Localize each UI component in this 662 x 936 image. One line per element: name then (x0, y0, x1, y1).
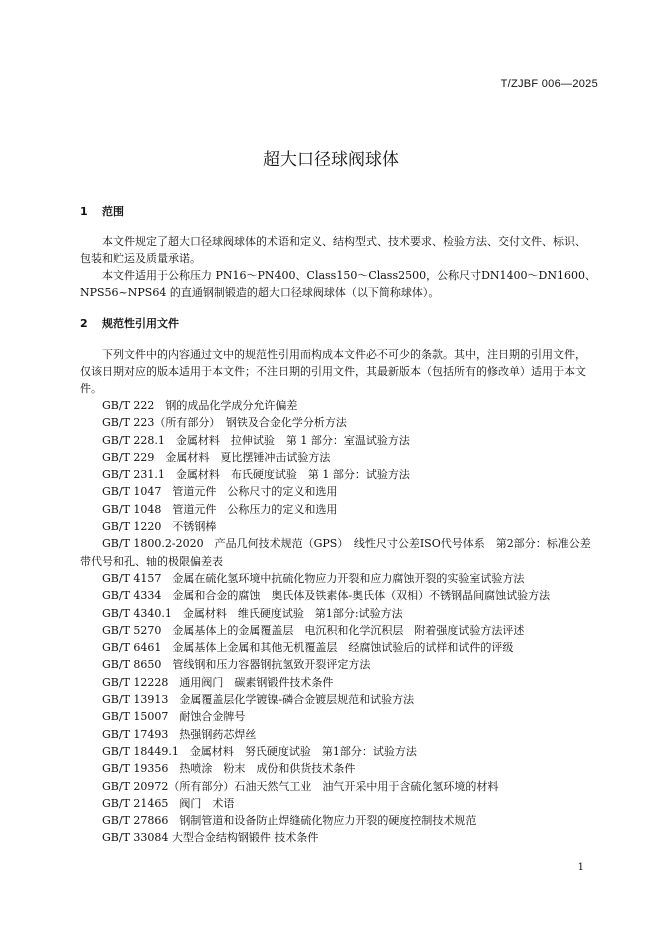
scope-paragraph-2: 本文件适用于公称压力 PN16～PN400、Class150～Class2500，公称尺寸DN1400～DN1600、NPS56~NPS64 的直通钢制锻造的超大口径球阀球体（以下简称球体）。 (80, 269, 596, 299)
standard-code: T/ZJBF 006—2025 (500, 78, 598, 90)
section-number: 1 (80, 205, 88, 218)
reference-item: GB/T 20972（所有部分）石油天然气工业 油气开采中用于含硫化氢环境的材料 (102, 779, 499, 793)
document-title: 超大口径球阀球体 (263, 150, 399, 170)
reference-item: GB/T 21465 阀门 术语 (102, 796, 235, 810)
reference-item: GB/T 4334 金属和合金的腐蚀 奥氏体及铁素体-奥氏体（双相）不锈钢晶间腐蚀试验方法 (102, 589, 551, 603)
references-intro: 下列文件中的内容通过文中的规范性引用而构成本文件必不可少的条款。其中，注日期的引用文件，仅该日期对应的版本适用于本文件；不注日期的引用文件，其最新版本（包括所有的修改单）适用于本文件。 (80, 348, 586, 395)
reference-item: GB/T 19356 热喷涂 粉末 成份和供货技术条件 (102, 762, 356, 776)
reference-item: GB/T 229 金属材料 夏比摆锤冲击试验方法 (102, 450, 331, 464)
reference-item: GB/T 15007 耐蚀合金牌号 (102, 710, 246, 724)
reference-item: GB/T 228.1 金属材料 拉伸试验 第 1 部分：室温试验方法 (102, 433, 410, 447)
reference-item: GB/T 1048 管道元件 公称压力的定义和选用 (102, 502, 338, 516)
reference-item: GB/T 223（所有部分） 钢铁及合金化学分析方法 (102, 416, 347, 430)
reference-item: GB/T 4340.1 金属材料 维氏硬度试验 第1部分:试验方法 (102, 606, 403, 620)
section-number: 2 (80, 317, 88, 330)
section-1-heading (80, 203, 124, 219)
reference-item: GB/T 27866 钢制管道和设备防止焊缝硫化物应力开裂的硬度控制技术规范 (102, 814, 477, 828)
reference-list (80, 397, 596, 847)
reference-item: GB/T 5270 金属基体上的金属覆盖层 电沉积和化学沉积层 附着强度试验方法评述 (102, 623, 525, 637)
section-title: 规范性引用文件 (102, 317, 179, 330)
reference-item: GB/T 4157 金属在硫化氢环境中抗硫化物应力开裂和应力腐蚀开裂的实验室试验方法 (102, 571, 525, 585)
reference-item: GB/T 1047 管道元件 公称尺寸的定义和选用 (102, 485, 338, 499)
scope-paragraph-1: 本文件规定了超大口径球阀球体的术语和定义、结构型式、技术要求、检验方法、交付文件、标识、包装和贮运及质量承诺。 (80, 235, 586, 265)
reference-item: GB/T 12228 通用阀门 碳素钢锻件技术条件 (102, 675, 334, 689)
reference-item: GB/T 8650 管线钢和压力容器钢抗氢致开裂评定方法 (102, 658, 371, 672)
reference-item: GB/T 1220 不锈钢棒 (102, 520, 217, 534)
reference-item: GB/T 17493 热强钢药芯焊丝 (102, 727, 257, 741)
reference-item: GB/T 6461 金属基体上金属和其他无机覆盖层 经腐蚀试验后的试样和试件的评级 (102, 641, 514, 655)
page-number: 1 (577, 862, 584, 873)
reference-item: GB/T 1800.2-2020 产品几何技术规范（GPS） 线性尺寸公差ISO代号体系 第2部分：标准公差带代号和孔、轴的极限偏差表 (80, 537, 591, 568)
reference-item: GB/T 13913 金属覆盖层化学镀镍-磷合金镀层规范和试验方法 (102, 693, 415, 707)
section-2-heading (80, 315, 179, 331)
reference-item: GB/T 222 钢的成品化学成分允许偏差 (102, 399, 298, 412)
reference-item: GB/T 33084 大型合金结构钢锻件 技术条件 (102, 831, 319, 845)
section-title: 范围 (102, 205, 124, 218)
reference-item: GB/T 231.1 金属材料 布氏硬度试验 第 1 部分：试验方法 (102, 468, 410, 482)
reference-item: GB/T 18449.1 金属材料 努氏硬度试验 第1部分：试验方法 (102, 744, 417, 758)
